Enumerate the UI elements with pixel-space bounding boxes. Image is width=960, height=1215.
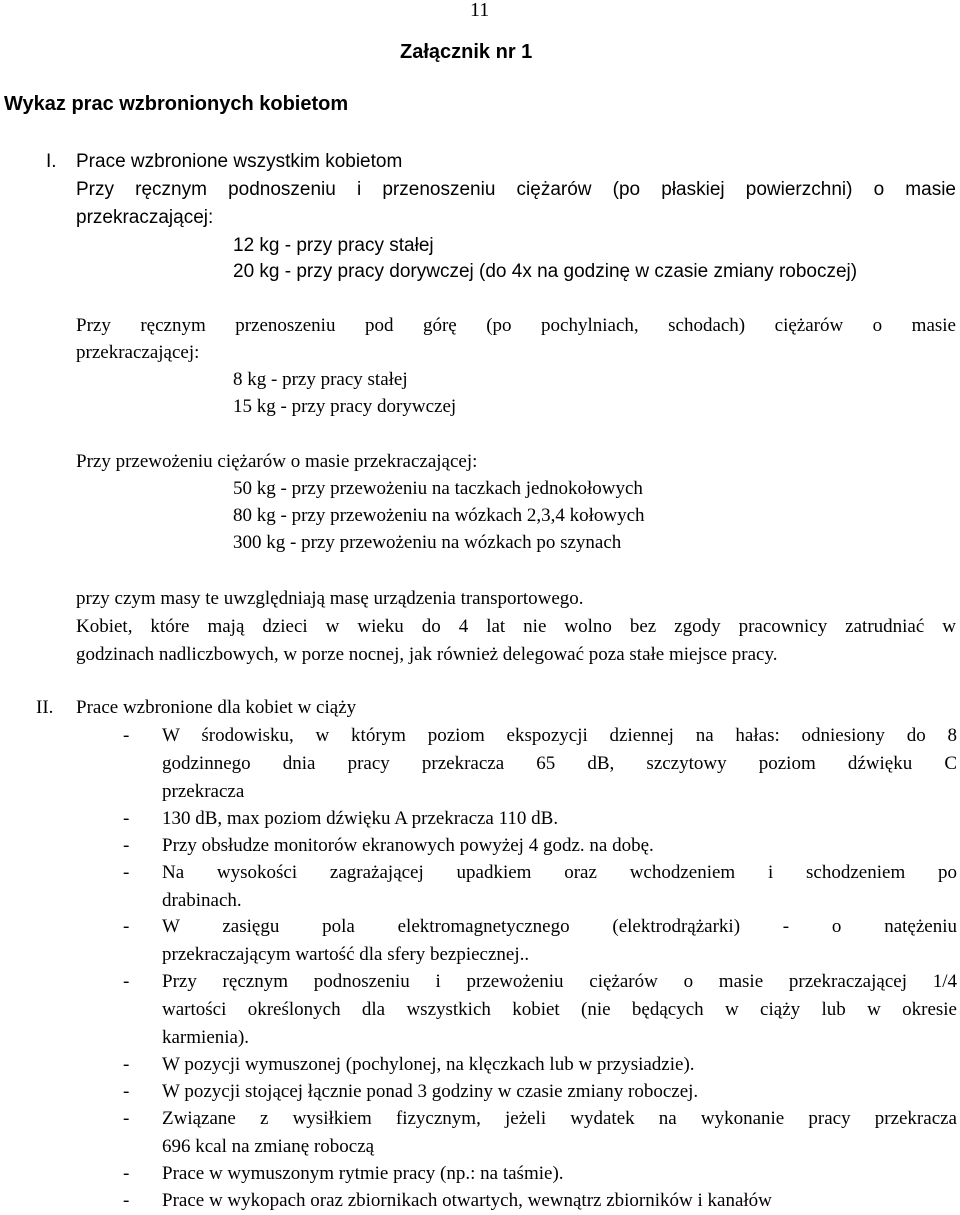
list-item-line: 130 dB, max poziom dźwięku A przekracza 110 dB. — [162, 808, 559, 829]
section-2-heading: Prace wzbronione dla kobiet w ciąży — [76, 697, 357, 718]
transport-intro: Przy przewożeniu ciężarów o masie przekraczającej: — [76, 451, 478, 472]
list-bullet-dash: - — [123, 1163, 130, 1184]
list-item-line: Prace w wykopach oraz zbiornikach otwartych, wewnątrz zbiorników i kanałów — [162, 1190, 772, 1211]
list-item-line: wartości określonych dla wszystkich kobiet (nie będących w ciąży lub w okresie — [162, 999, 957, 1020]
attachment-label: Załącznik nr 1 — [400, 41, 533, 63]
list-bullet-dash: - — [123, 916, 130, 937]
list-item-line: W zasięgu pola elektromagnetycznego (elektrodrążarki) - o natężeniu — [162, 916, 957, 937]
transport-limit-wheelbarrow: 50 kg - przy przewożeniu na taczkach jednokołowych — [233, 478, 643, 499]
transport-note: przy czym masy te uwzględniają masę urządzenia transportowego. — [76, 588, 584, 609]
list-item-line: przekracza — [162, 781, 245, 802]
children-rule-line-2: godzinach nadliczbowych, w porze nocnej, jak również delegować poza stałe miejsce pracy. — [76, 644, 778, 665]
list-item-line: karmienia). — [162, 1027, 250, 1048]
list-item-line: W środowisku, w którym poziom ekspozycji dziennej na hałas: odniesiony do 8 — [162, 725, 957, 746]
transport-limit-rail: 300 kg - przy przewożeniu na wózkach po szynach — [233, 532, 622, 553]
uphill-limit-occasional: 15 kg - przy pracy dorywczej — [233, 396, 457, 417]
lifting-limit-permanent: 12 kg - przy pracy stałej — [233, 235, 434, 256]
list-item-line: godzinnego dnia pracy przekracza 65 dB, szczytowy poziom dźwięku C — [162, 753, 957, 774]
list-bullet-dash: - — [123, 1108, 130, 1129]
list-bullet-dash: - — [123, 1190, 130, 1211]
list-item-line: Na wysokości zagrażającej upadkiem oraz wchodzeniem i schodzeniem po — [162, 862, 957, 883]
children-rule-line-1: Kobiet, które mają dzieci w wieku do 4 lat nie wolno bez zgody pracownicy zatrudniać w — [76, 616, 956, 637]
list-bullet-dash: - — [123, 971, 130, 992]
uphill-intro-line-1: Przy ręcznym przenoszeniu pod górę (po pochylniach, schodach) ciężarów o masie — [76, 315, 956, 336]
section-2-numeral: II. — [36, 697, 54, 718]
list-item-line: drabinach. — [162, 890, 242, 911]
list-bullet-dash: - — [123, 1081, 130, 1102]
lifting-intro-line-1: Przy ręcznym podnoszeniu i przenoszeniu ciężarów (po płaskiej powierzchni) o masie — [76, 179, 956, 200]
list-item-line: W pozycji wymuszonej (pochylonej, na klęczkach lub w przysiadzie). — [162, 1054, 695, 1075]
document-title: Wykaz prac wzbronionych kobietom — [4, 93, 349, 115]
lifting-intro-line-2: przekraczającej: — [76, 207, 214, 228]
list-item-line: przekraczającym wartość dla sfery bezpiecznej.. — [162, 944, 530, 965]
list-item-line: Przy obsłudze monitorów ekranowych powyżej 4 godz. na dobę. — [162, 835, 654, 856]
list-item-line: Prace w wymuszonym rytmie pracy (np.: na taśmie). — [162, 1163, 564, 1184]
list-bullet-dash: - — [123, 835, 130, 856]
transport-limit-carts: 80 kg - przy przewożeniu na wózkach 2,3,4 kołowych — [233, 505, 645, 526]
lifting-limit-occasional: 20 kg - przy pracy dorywczej (do 4x na godzinę w czasie zmiany roboczej) — [233, 261, 858, 282]
list-bullet-dash: - — [123, 808, 130, 829]
list-item-line: 696 kcal na zmianę roboczą — [162, 1136, 375, 1157]
list-bullet-dash: - — [123, 862, 130, 883]
list-item-line: Przy ręcznym podnoszeniu i przewożeniu ciężarów o masie przekraczającej 1/4 — [162, 971, 957, 992]
page-number: 11 — [470, 0, 490, 21]
uphill-limit-permanent: 8 kg - przy pracy stałej — [233, 369, 408, 390]
list-item-line: Związane z wysiłkiem fizycznym, jeżeli wydatek na wykonanie pracy przekracza — [162, 1108, 957, 1129]
list-bullet-dash: - — [123, 725, 130, 746]
section-1-numeral: I. — [46, 151, 57, 172]
list-bullet-dash: - — [123, 1054, 130, 1075]
list-item-line: W pozycji stojącej łącznie ponad 3 godziny w czasie zmiany roboczej. — [162, 1081, 699, 1102]
section-1-heading: Prace wzbronione wszystkim kobietom — [76, 151, 403, 172]
uphill-intro-line-2: przekraczającej: — [76, 342, 200, 363]
